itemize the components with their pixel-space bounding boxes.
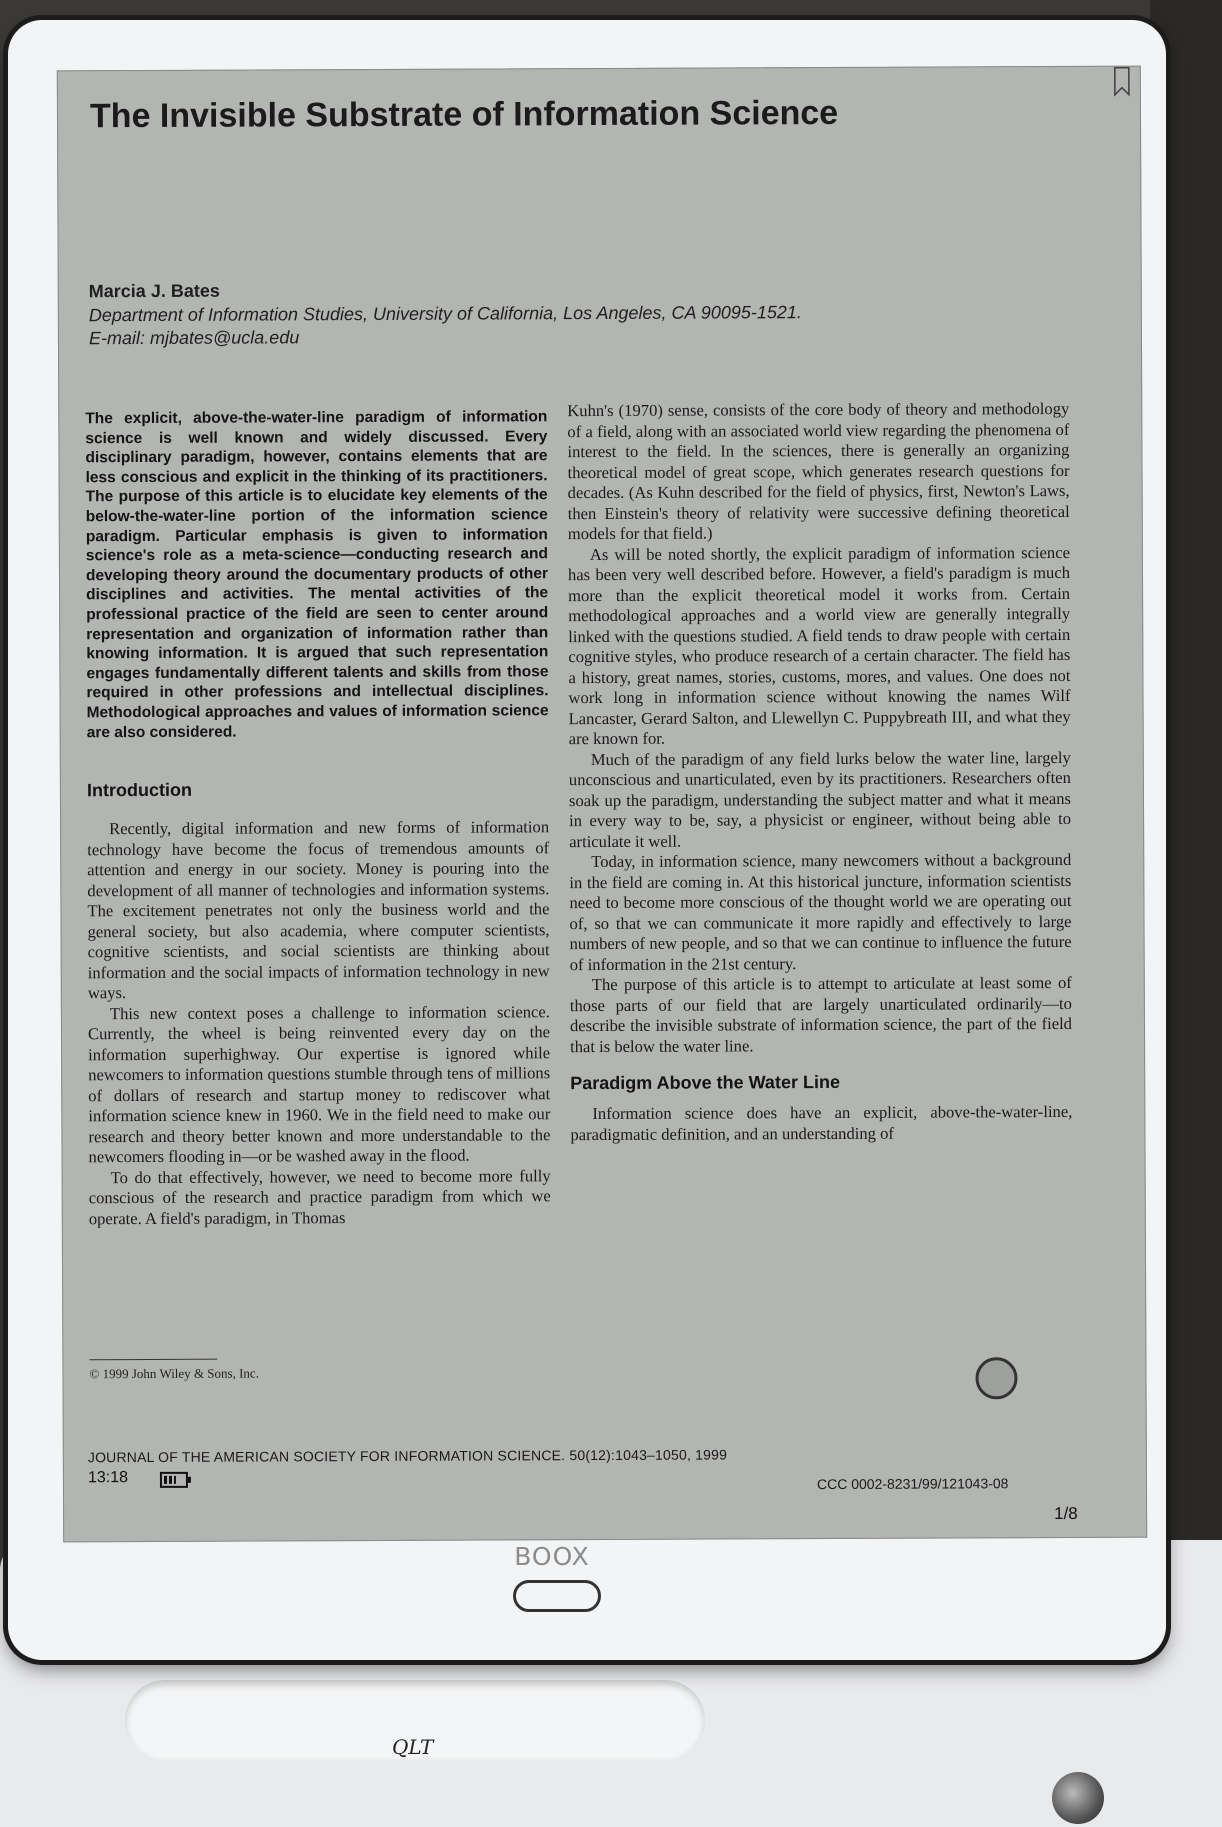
section-heading: Paradigm Above the Water Line (570, 1071, 840, 1094)
section-paragraph: Information science does have an explicit, above-the-water-line, paradigmatic definition, and an understanding of (570, 1101, 1073, 1144)
article-abstract: The explicit, above-the-water-line paradigm of information science is well known and widely discussed. Every disciplinary paradigm, however, contains elements that are less conscious and explicit in the thinking of its practitioners. The purpose of this article is to elucidate key elements of the below-the-water-line portion of the information science paradigm. Particular emphasis is given to information science's role as a meta-science—conducting research and developing theory around the documentary products of other disciplines and activities. The mental activities of the professional practice of the field are seen to center around representation and organization of information rather than knowing information. It is argued that such representation engages fundamentally different talents and skills from those required in other professions and intellectual disciplines. Methodological approaches and values of information science are also considered. (85, 408, 549, 741)
body-paragraph: Much of the paradigm of any field lurks below the water line, largely unconscious and unarticulated, even by its practitioners. Researchers often soak up the paradigm, understanding the subject matter and what it means in every way to be, say, a physicist or engineer, without being able to articulate it well. (568, 747, 1072, 851)
body-paragraph: Today, in information science, many newcomers without a background in the field are coming in. At this historical juncture, information scientists need to become more conscious of the thought world we are operating out of, so that we can communicate it more rapidly and effectively to large numbers of new people, and so that we can continue to influence the future of information in the 21st century. (569, 849, 1072, 974)
footnote-divider (89, 1359, 217, 1361)
ereader-device (8, 20, 1166, 1660)
body-paragraph: As will be noted shortly, the explicit paradigm of information science has been very well described before. However, a field's paradigm is much more than the explicit theoretical model it works from. Certain methodological approaches and a world view are generally integrally linked with the questions studied. A field tends to draw people with certain cognitive styles, who produce research of a certain character. The field has a history, great names, stories, customs, mores, and values. One does not work long in information science without knowing the names Wilf Lancaster, Gerard Salton, and Llewellyn C. Puppybreath III, and what they are known for. (567, 542, 1071, 749)
journal-citation: JOURNAL OF THE AMERICAN SOCIETY FOR INFORMATION SCIENCE. 50(12):1043–1050, 1999 (87, 1446, 728, 1466)
screw-icon (1052, 1772, 1104, 1824)
status-time: 13:18 (87, 1469, 129, 1487)
intro-paragraph: Recently, digital information and new forms of information technology have become the focus of tremendous amounts of attention and energy in our society. Money is pouring into the development of all manner of technologies and information systems. The excitement penetrates not only the business world and the general society, but also academia, where computer scientists, cognitive scientists, and social scientists are thinking about information and the social impacts of information technology in new ways. (87, 817, 550, 1003)
page-indicator[interactable]: 1/8 (1054, 1503, 1078, 1524)
author-affiliation: Department of Information Studies, University of California, Los Angeles, CA 90095-1521. (88, 302, 802, 326)
ccc-code: CCC 0002-8231/99/121043-08 (816, 1475, 1009, 1493)
intro-paragraph: To do that effectively, however, we need to become more fully conscious of the research and practice paradigm from which we operate. A field's paradigm, in Thomas (88, 1165, 551, 1228)
home-button[interactable] (513, 1580, 601, 1612)
touch-indicator (975, 1357, 1017, 1399)
stand-label: QLT (392, 1735, 434, 1759)
copyright-footnote: © 1999 John Wiley & Sons, Inc. (89, 1365, 259, 1382)
article-title: The Invisible Substrate of Information Science (89, 93, 839, 136)
battery-level (164, 1476, 176, 1484)
body-paragraph: Kuhn's (1970) sense, consists of the core body of theory and methodology of a field, along with an associated world view regarding the phenomena of interest to the field. In the sciences, there is generally an organizing theoretical model of great scope, which generates research questions for decades. (As Kuhn described for the field of physics, first, Newton's Laws, then Einstein's theory of relativity were successive defining theoretical models for that field.) (567, 398, 1070, 544)
left-column (85, 407, 551, 1229)
article-author: Marcia J. Bates (88, 280, 220, 302)
brand-logo: BOOX (514, 1542, 590, 1571)
body-paragraph: The purpose of this article is to attempt to articulate at least some of those parts of our field that are largely unarticulated ordinarily—to describe the invisible substrate of information science, the part of the field that is below the water line. (569, 972, 1073, 1056)
right-column (567, 399, 1072, 1145)
bookmark-icon[interactable] (1112, 67, 1132, 97)
ereader-screen[interactable] (57, 66, 1147, 1543)
intro-paragraph: This new context poses a challenge to information science. Currently, the wheel is being reinvented every day on the information superhighway. Our expertise is ignored while newcomers to information questions stumble through tens of millions of dollars of research and startup money to rediscover what information science knew in 1960. We in the field need to make our research and theory better known and more understandable to the newcomers flooding in—or be washed away in the flood. (87, 1001, 551, 1167)
battery-icon (160, 1472, 188, 1488)
intro-heading: Introduction (86, 779, 192, 801)
author-email: E-mail: mjbates@ucla.edu (88, 327, 300, 349)
